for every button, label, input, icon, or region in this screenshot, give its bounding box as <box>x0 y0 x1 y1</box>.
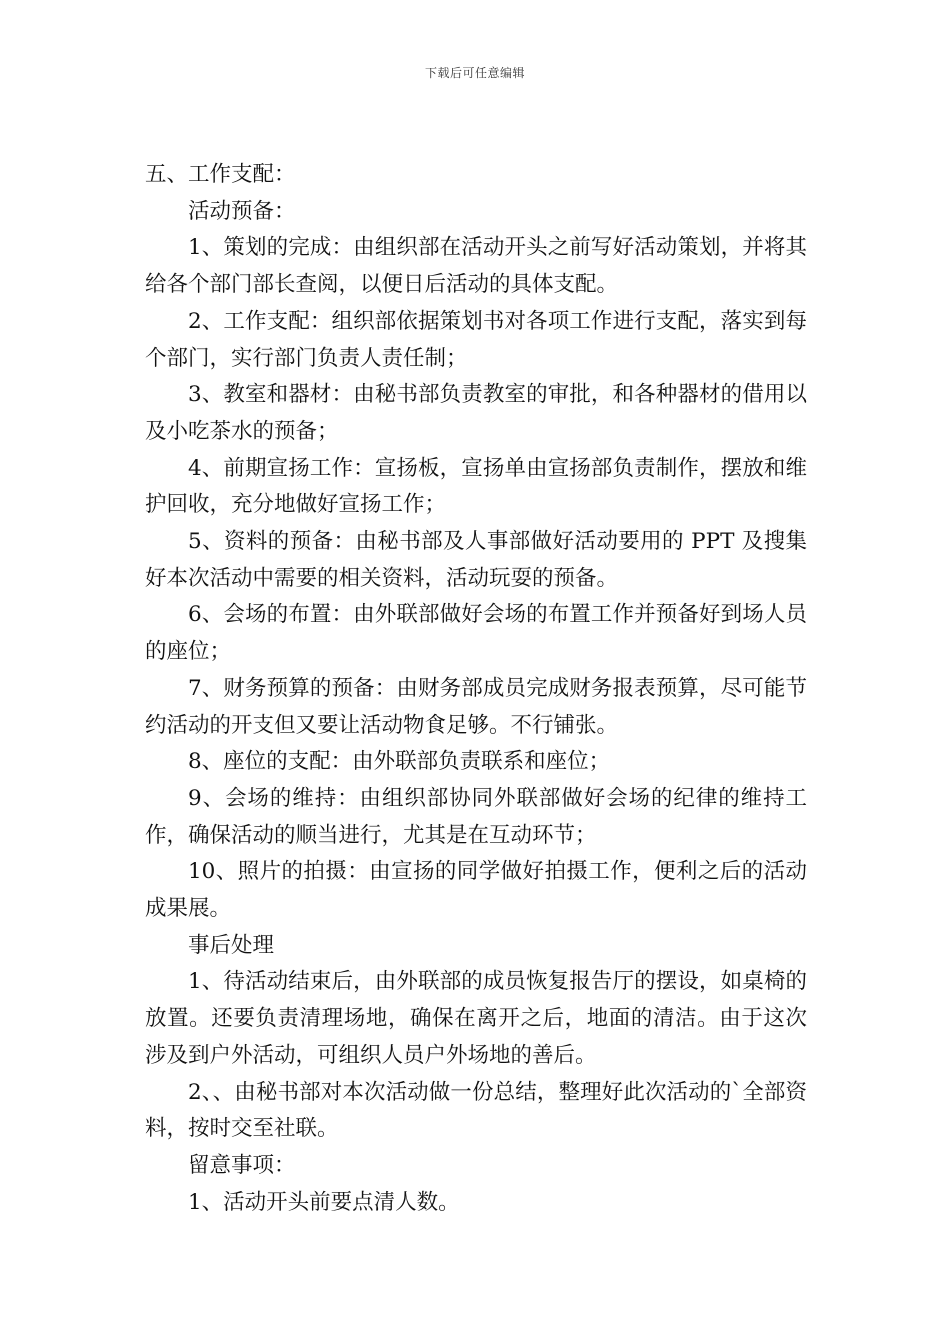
document-body <box>145 157 807 1221</box>
paragraph: 5、资料的预备：由秘书部及人事部做好活动要用的 PPT 及搜集好本次活动中需要的相关资料，活动玩耍的预备。 <box>145 529 807 591</box>
paragraph: 3、教室和器材：由秘书部负责教室的审批，和各种器材的借用以及小吃茶水的预备； <box>145 382 807 444</box>
section-heading: 五、工作支配： <box>145 162 296 187</box>
paragraph: 1、策划的完成：由组织部在活动开头之前写好活动策划，并将其给各个部门部长查阅，以便日后活动的具体支配。 <box>145 235 807 298</box>
paragraph: 4、前期宣扬工作：宣扬板，宣扬单由宣扬部负责制作，摆放和维护回收，充分地做好宣扬工作； <box>145 455 807 518</box>
paragraph: 7、财务预算的预备：由财务部成员完成财务报表预算，尽可能节约活动的开支但又要让活动物食足够。不行铺张。 <box>145 675 807 738</box>
subsection-heading: 事后处理 <box>188 932 275 958</box>
paragraph: 10、照片的拍摄：由宣扬的同学做好拍摄工作，便利之后的活动成果展。 <box>145 859 807 922</box>
subsection-heading: 留意事项： <box>188 1152 296 1178</box>
paragraph: 6、会场的布置：由外联部做好会场的布置工作并预备好到场人员的座位； <box>145 602 807 665</box>
paragraph: 1、待活动结束后，由外联部的成员恢复报告厅的摆设，如桌椅的放置。还要负责清理场地，确保在离开之后，地面的清洁。由于这次涉及到户外活动，可组织人员户外场地的善后。 <box>145 969 807 1068</box>
subsection-heading: 活动预备： <box>188 198 296 224</box>
paragraph: 2、工作支配：组织部依据策划书对各项工作进行支配，落实到每个部门，实行部门负责人责任制； <box>145 308 807 371</box>
paragraph: 1、活动开头前要点清人数。 <box>188 1189 460 1215</box>
paragraph: 9、会场的维持：由组织部协同外联部做好会场的纪律的维持工作，确保活动的顺当进行，尤其是在互动环节； <box>145 785 807 848</box>
paragraph: 8、座位的支配：由外联部负责联系和座位； <box>188 749 611 775</box>
page-header: 下载后可任意编辑 <box>424 66 525 80</box>
paragraph: 2、、由秘书部对本次活动做一份总结，整理好此次活动的`全部资料，按时交至社联。 <box>145 1079 807 1142</box>
